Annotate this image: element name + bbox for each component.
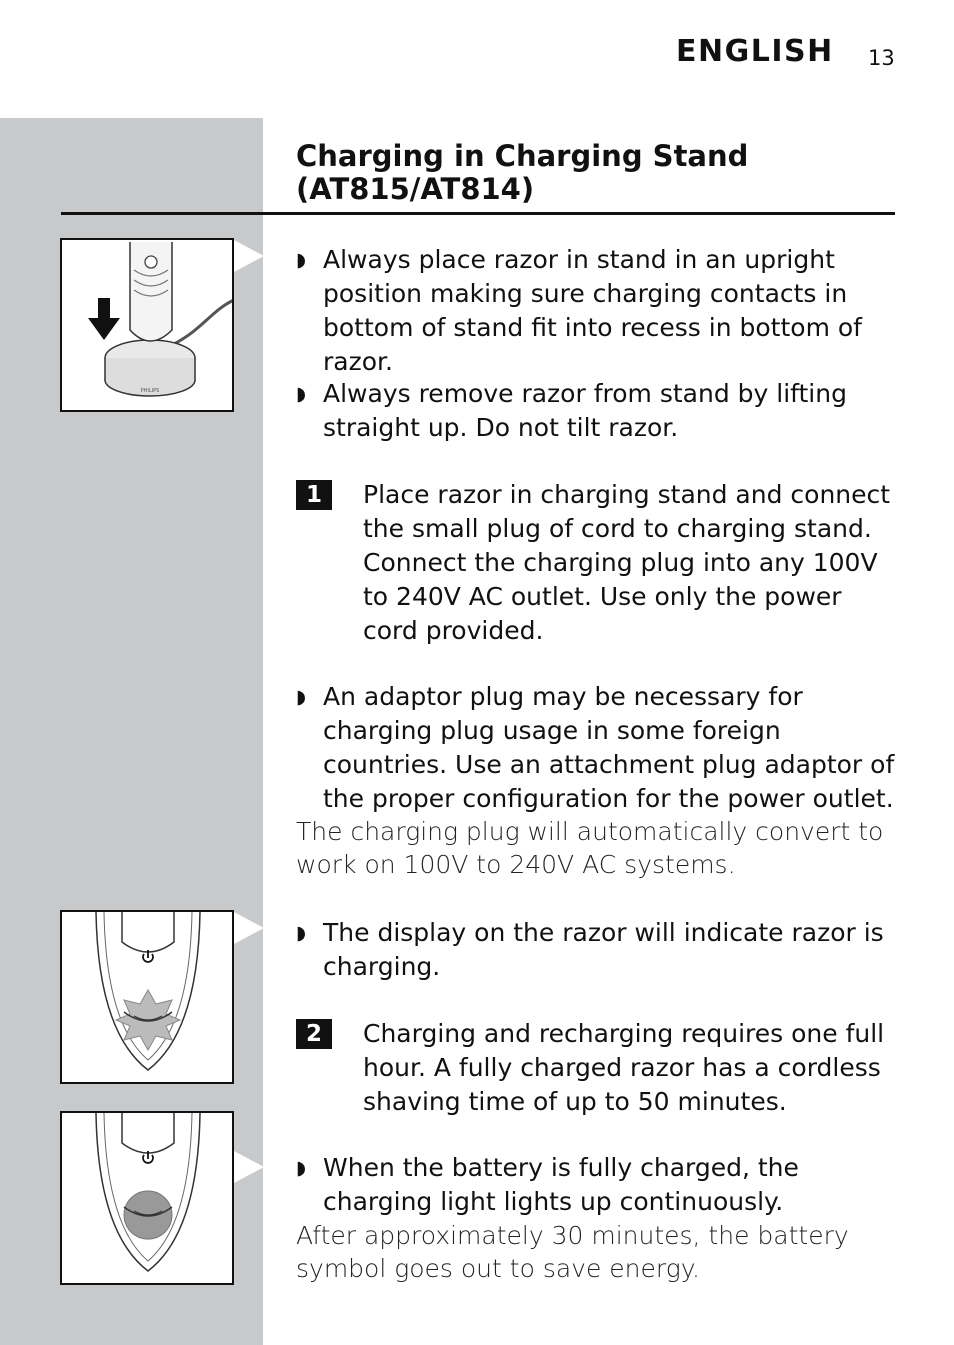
bullet-upright-position xyxy=(296,243,896,379)
charging-display-illustration xyxy=(62,912,232,1082)
step-text: Charging and recharging requires one full hour. A fully charged razor has a cordless shaving time of up to 50 minutes. xyxy=(363,1019,885,1116)
title-divider xyxy=(61,212,895,215)
page-number: 13 xyxy=(868,46,895,70)
header-language: ENGLISH xyxy=(676,34,834,69)
brand-logo: PHILIPS xyxy=(140,388,160,394)
bullet-fully-charged xyxy=(296,1151,896,1219)
bullet-marker-icon: ◗ xyxy=(296,686,307,708)
fully-charged-display-illustration xyxy=(62,1113,232,1283)
bullet-display-charging xyxy=(296,916,896,984)
bullet-adaptor-plug xyxy=(296,680,896,816)
figure3-pointer xyxy=(234,1151,264,1183)
bullet-text: The display on the razor will indicate razor is charging. xyxy=(323,918,884,981)
step-number-badge: 2 xyxy=(296,1019,332,1049)
bullet-remove-razor xyxy=(296,377,896,445)
bullet-marker-icon: ◗ xyxy=(296,922,307,944)
note-battery-symbol: After approximately 30 minutes, the battery symbol goes out to save energy. xyxy=(296,1221,849,1283)
section-title-line1: Charging in Charging Stand xyxy=(296,139,749,173)
step-number-badge: 1 xyxy=(296,480,332,510)
figure1-pointer xyxy=(234,240,264,272)
section-title xyxy=(296,140,856,206)
step-2 xyxy=(296,1017,896,1119)
figure-razor-in-stand xyxy=(60,238,234,412)
bullet-marker-icon: ◗ xyxy=(296,1157,307,1179)
bullet-text: An adaptor plug may be necessary for charging plug usage in some foreign countries. Use an attachment plug adaptor of the proper configuration for the power outlet. xyxy=(323,682,895,813)
power-cord xyxy=(172,300,232,345)
note-voltage-conversion: The charging plug will automatically convert to work on 100V to 240V AC systems. xyxy=(296,817,884,879)
step-text: Place razor in charging stand and connect the small plug of cord to charging stand. Connect the charging plug into any 100V to 240V AC outlet. Use only the power cord provided. xyxy=(363,480,891,645)
razor-in-stand-illustration xyxy=(62,240,232,410)
figure-charging-display xyxy=(60,910,234,1084)
bullet-marker-icon: ◗ xyxy=(296,249,307,271)
figure-fully-charged-display xyxy=(60,1111,234,1285)
bullet-text: When the battery is fully charged, the charging light lights up continuously. xyxy=(323,1153,799,1216)
step-1 xyxy=(296,478,896,648)
arrow-down-icon xyxy=(88,298,120,340)
bullet-marker-icon: ◗ xyxy=(296,383,307,405)
bullet-text: Always place razor in stand in an upright position making sure charging contacts in bottom of stand fit into recess in bottom of razor. xyxy=(323,245,862,376)
figure2-pointer xyxy=(234,912,264,944)
bullet-text: Always remove razor from stand by lifting straight up. Do not tilt razor. xyxy=(323,379,847,442)
section-title-line2: (AT815/AT814) xyxy=(296,172,535,206)
